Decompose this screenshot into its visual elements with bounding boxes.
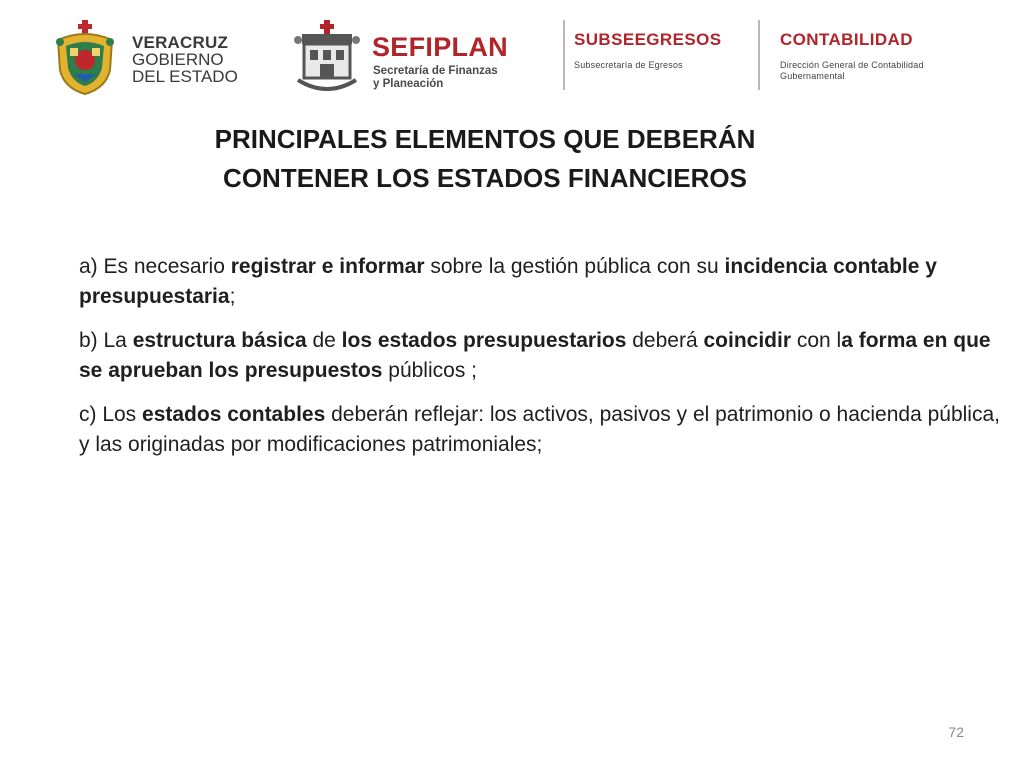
text-segment: públicos ; bbox=[382, 359, 477, 382]
veracruz-line1: VERACRUZ bbox=[132, 33, 229, 52]
subseegresos-logo bbox=[574, 30, 721, 70]
text-segment: a) Es necesario bbox=[79, 255, 231, 278]
paragraph-b bbox=[79, 326, 1004, 386]
text-segment: deberá bbox=[626, 329, 704, 352]
header-divider bbox=[758, 20, 760, 90]
veracruz-coat-of-arms-icon bbox=[52, 20, 118, 96]
slide-title bbox=[180, 120, 790, 198]
text-segment: con l bbox=[791, 329, 842, 352]
paragraph-a bbox=[79, 252, 1004, 312]
text-segment: de bbox=[306, 329, 342, 352]
slide-title-line1: PRINCIPALES ELEMENTOS QUE DEBERÁN bbox=[214, 124, 756, 154]
contabilidad-logo bbox=[780, 30, 924, 82]
veracruz-line3: DEL ESTADO bbox=[132, 67, 238, 86]
text-segment: sobre la gestión pública con su bbox=[424, 255, 725, 278]
veracruz-government-logo bbox=[52, 20, 242, 100]
header-divider bbox=[563, 20, 565, 90]
contabilidad-subtitle-line2: Gubernamental bbox=[780, 71, 845, 81]
contabilidad-subtitle-line1: Dirección General de Contabilidad bbox=[780, 60, 924, 70]
page-number: 72 bbox=[948, 724, 964, 740]
subseegresos-title: SUBSEEGRESOS bbox=[574, 30, 722, 49]
sefiplan-subtitle-line1: Secretaría de Finanzas bbox=[373, 65, 498, 77]
sefiplan-logo bbox=[292, 20, 542, 100]
bold-segment: a forma en que se aprueban los presupuestos bbox=[79, 329, 991, 382]
bold-segment: incidencia contable y presupuestaria bbox=[79, 255, 937, 308]
text-segment: c) Los bbox=[79, 403, 143, 426]
text-segment: deberán reflejar: los activos, pasivos y el patrimonio o hacienda pública, y las originadas por modificaciones patrimoniales; bbox=[79, 403, 1000, 456]
veracruz-line2: GOBIERNO bbox=[132, 50, 224, 69]
sefiplan-title: SEFIPLAN bbox=[372, 32, 508, 62]
body-paragraph-list bbox=[79, 252, 1004, 474]
text-segment: b) La bbox=[79, 329, 133, 352]
paragraph-c bbox=[79, 400, 1004, 460]
slide-title-line2: CONTENER LOS ESTADOS FINANCIEROS bbox=[223, 163, 747, 193]
bold-segment: coincidir bbox=[703, 329, 792, 352]
subseegresos-subtitle: Subsecretaría de Egresos bbox=[574, 60, 683, 70]
sefiplan-crest-icon bbox=[292, 20, 362, 98]
bold-segment: los estados presupuestarios bbox=[341, 329, 627, 352]
bold-segment: estados contables bbox=[142, 403, 326, 426]
bold-segment: estructura básica bbox=[132, 329, 307, 352]
contabilidad-title: CONTABILIDAD bbox=[780, 30, 913, 49]
header-logo-band bbox=[0, 0, 1024, 110]
text-segment: ; bbox=[229, 285, 236, 308]
sefiplan-subtitle-line2: y Planeación bbox=[373, 78, 444, 90]
bold-segment: registrar e informar bbox=[230, 255, 425, 278]
